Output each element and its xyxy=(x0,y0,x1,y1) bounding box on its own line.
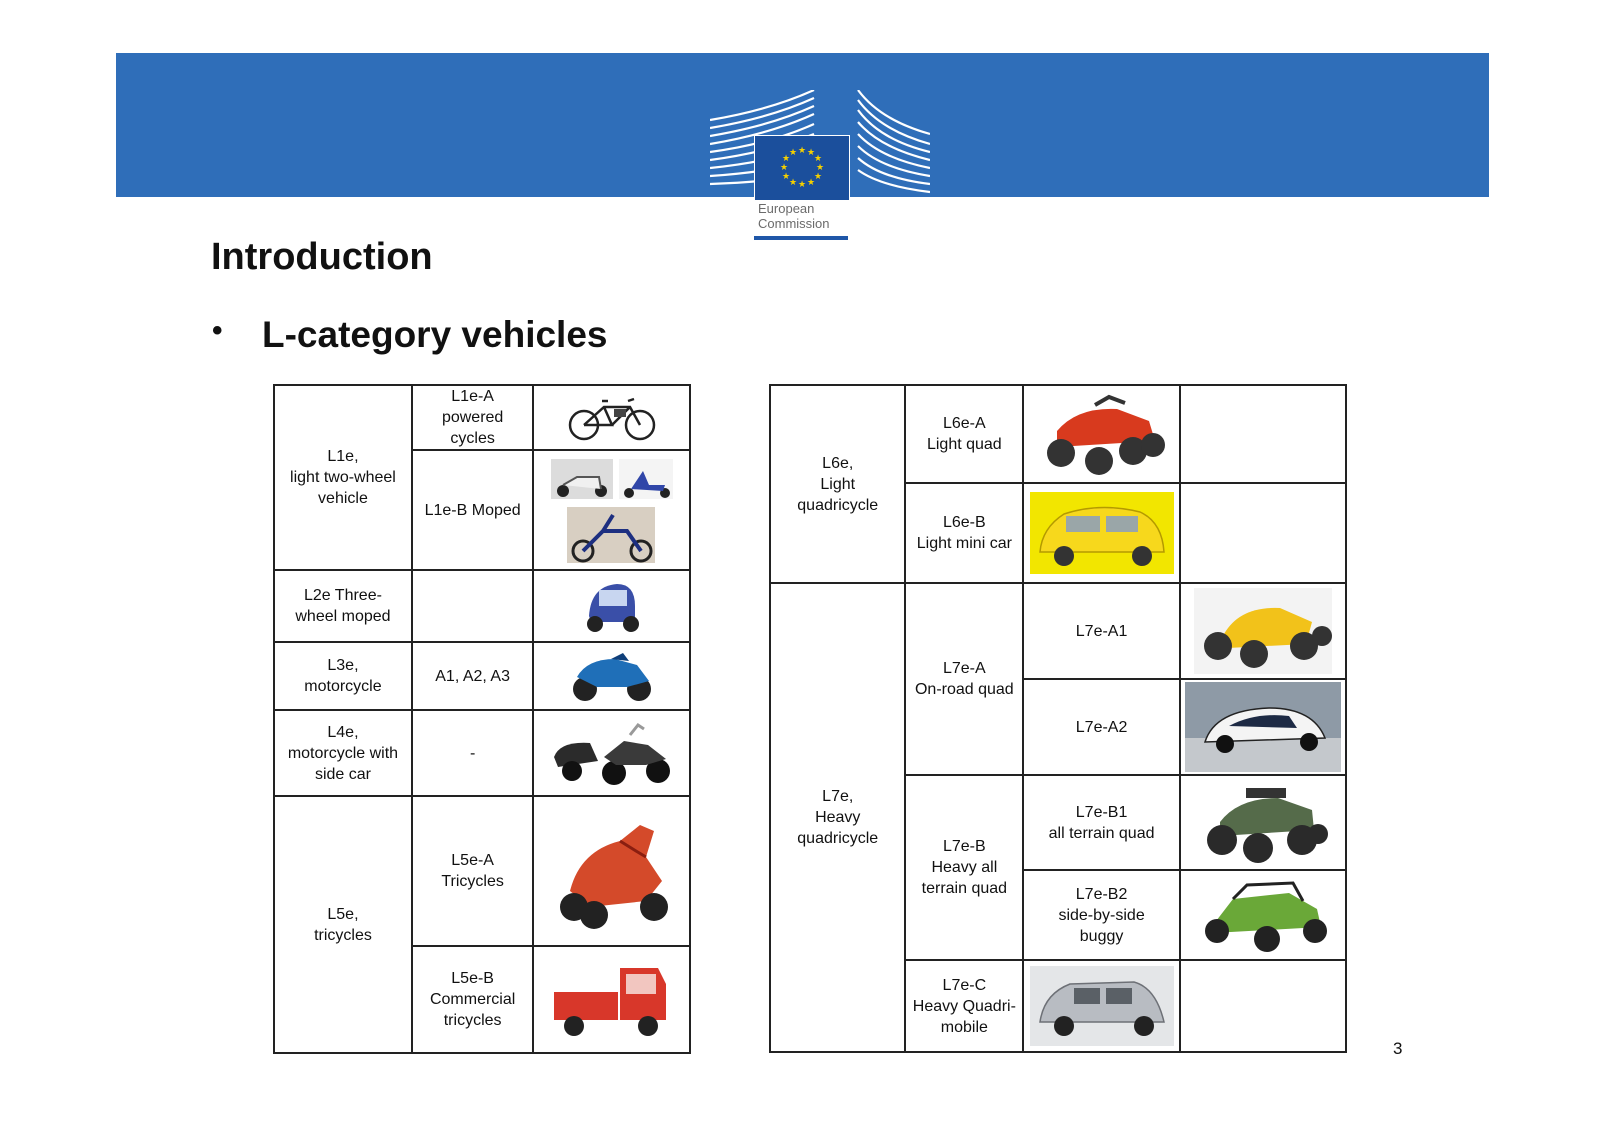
svg-text:★: ★ xyxy=(788,178,798,188)
quadrimobile-photo xyxy=(1030,966,1174,1046)
l3e-image-cell xyxy=(533,642,690,710)
l7e-b1-cell: L7e-B1 all terrain quad xyxy=(1023,775,1180,870)
l6e-a-image-cell xyxy=(1023,385,1180,483)
logo-caption: European Commission xyxy=(758,201,830,231)
l6e-cell: L6e, Light quadricycle xyxy=(770,385,905,583)
svg-text:★: ★ xyxy=(813,154,823,164)
european-commission-logo xyxy=(710,90,930,240)
eu-stars-icon xyxy=(755,136,849,200)
l4e-image-cell xyxy=(533,710,690,796)
svg-text:★: ★ xyxy=(781,154,791,164)
l7e-a1-image-cell xyxy=(1180,583,1346,679)
l6e-b-cell: L6e-B Light mini car xyxy=(905,483,1023,583)
l7e-c-empty-cell xyxy=(1180,960,1346,1052)
motorcycle-photo xyxy=(567,647,657,705)
l7e-a2-image-cell xyxy=(1180,679,1346,775)
page-number: 3 xyxy=(1393,1039,1403,1058)
bicycle-photo xyxy=(564,395,660,441)
l2e-image-cell xyxy=(533,570,690,642)
moped-photos xyxy=(547,455,677,565)
svg-text:★: ★ xyxy=(779,163,789,173)
buggy-photo xyxy=(1193,875,1333,955)
sidecar-photo xyxy=(550,717,674,789)
bullet-text: L-category vehicles xyxy=(262,314,608,355)
svg-text:★: ★ xyxy=(813,172,823,182)
l7e-b-cell: L7e-B Heavy all terrain quad xyxy=(905,775,1023,960)
eu-flag xyxy=(754,135,850,201)
l4e-cell: L4e, motorcycle with side car xyxy=(274,710,412,796)
svg-text:★: ★ xyxy=(788,148,798,158)
l1e-a-cell: L1e-A powered cycles xyxy=(412,385,533,450)
svg-text:★: ★ xyxy=(781,172,791,182)
mini-car-photo xyxy=(1030,492,1174,574)
svg-text:★: ★ xyxy=(797,180,807,190)
l1e-cell: L1e, light two-wheel vehicle xyxy=(274,385,412,570)
l5e-cell: L5e, tricycles xyxy=(274,796,412,1053)
l7e-a-cell: L7e-A On-road quad xyxy=(905,583,1023,775)
l7e-a2-cell: L7e-A2 xyxy=(1023,679,1180,775)
l1e-b-image-cell xyxy=(533,450,690,570)
right-category-table xyxy=(769,384,1347,1053)
svg-text:★: ★ xyxy=(815,163,825,173)
commercial-tricycle-photo xyxy=(550,954,674,1046)
on-road-quad-photo xyxy=(1194,588,1332,674)
tricycle-scooter-photo xyxy=(550,811,674,931)
light-quad-photo xyxy=(1037,391,1167,477)
l1e-a-image-cell xyxy=(533,385,690,450)
l6e-a-cell: L6e-A Light quad xyxy=(905,385,1023,483)
svg-text:★: ★ xyxy=(806,148,816,158)
l5e-b-cell: L5e-B Commercial tricycles xyxy=(412,946,533,1053)
logo-underline xyxy=(754,236,848,240)
l7e-c-cell: L7e-C Heavy Quadri- mobile xyxy=(905,960,1023,1052)
l7e-b2-image-cell xyxy=(1180,870,1346,960)
page-title: Introduction xyxy=(211,236,433,278)
l6e-b-image-cell xyxy=(1023,483,1180,583)
l6e-a-empty-cell xyxy=(1180,385,1346,483)
atv-photo xyxy=(1198,780,1328,866)
concept-car-photo xyxy=(1185,682,1341,772)
svg-text:★: ★ xyxy=(797,146,807,156)
l5e-a-cell: L5e-A Tricycles xyxy=(412,796,533,946)
l7e-a1-cell: L7e-A1 xyxy=(1023,583,1180,679)
svg-text:★: ★ xyxy=(806,178,816,188)
l5e-a-image-cell xyxy=(533,796,690,946)
l2e-cell: L2e Three- wheel moped xyxy=(274,570,412,642)
l2e-sub-cell xyxy=(412,570,533,642)
l7e-c-image-cell xyxy=(1023,960,1180,1052)
l3e-sub-cell: A1, A2, A3 xyxy=(412,642,533,710)
bullet-marker: • xyxy=(212,314,223,347)
three-wheel-moped-photo xyxy=(577,576,647,636)
l1e-b-cell: L1e-B Moped xyxy=(412,450,533,570)
l7e-b1-image-cell xyxy=(1180,775,1346,870)
l5e-b-image-cell xyxy=(533,946,690,1053)
l6e-b-empty-cell xyxy=(1180,483,1346,583)
l7e-cell: L7e, Heavy quadricycle xyxy=(770,583,905,1052)
l4e-sub-cell: - xyxy=(412,710,533,796)
left-category-table xyxy=(273,384,691,1054)
l3e-cell: L3e, motorcycle xyxy=(274,642,412,710)
l7e-b2-cell: L7e-B2 side-by-side buggy xyxy=(1023,870,1180,960)
